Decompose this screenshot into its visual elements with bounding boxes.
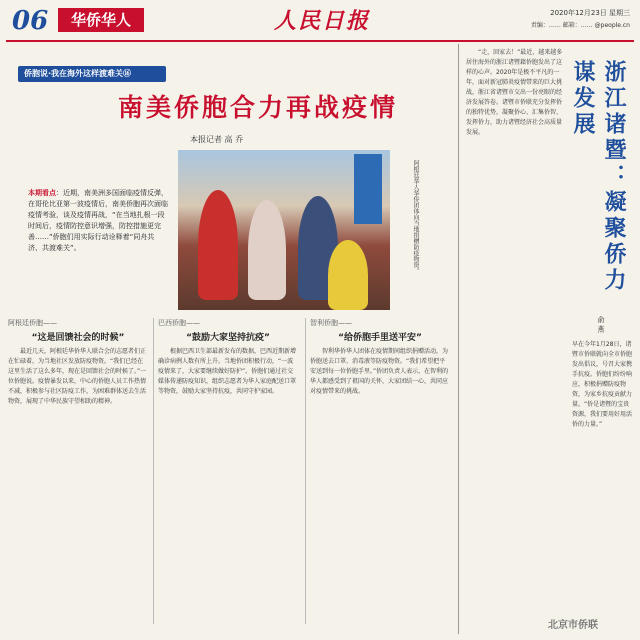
photo-figure	[328, 240, 368, 310]
news-photo	[178, 150, 390, 310]
series-banner: 侨胞说·我在海外这样渡难关⑯	[18, 66, 166, 82]
intro-paragraph	[28, 188, 168, 254]
column-chile	[310, 318, 450, 637]
right-article-author: 俞 燕	[597, 316, 605, 333]
column-title: “给侨胞手里送平安”	[338, 333, 422, 343]
watermark: 北京市侨联	[548, 620, 598, 631]
column-country: 巴西侨胞——	[158, 319, 200, 327]
column-brazil	[158, 318, 298, 637]
page-number: 06	[12, 6, 49, 36]
photo-figure	[248, 200, 286, 300]
right-article-body: “走，回家去！”最近，越来越多居住海外的浙江诸暨籍侨胞发出了这样的心声。2020年是极不平凡的一年，面对新冠肺炎疫情带来的巨大挑战，浙江省诸暨市交出一份亮眼的经济发展答卷。诸暨市侨联充分发挥侨的独特优势，凝聚侨心、汇集侨智、发挥侨力，助力诸暨经济社会高质量发展。	[466, 49, 563, 136]
column-body: 最近几天，阿根廷华侨华人联合会的志愿者们正在忙碌着，为当地社区发放防疫物资。“我们已经在这里生活了这么多年，现在是回馈社会的时候了。”一位侨胞说。疫情暴发以来，中心的侨胞人员工作热情不减，积极参与社区防疫工作，为困难群体送去生活物资，展现了中华民族守望相助的精神。	[8, 348, 147, 405]
byline: 本报记者 高 乔	[190, 135, 244, 144]
intro-lead: 本期看点	[28, 189, 56, 197]
column-body: 根据巴西卫生部最新发布的数据，巴西近期新增确诊病例人数有所上升。当地侨团积极行动，“一波疫情来了，大家要继续做好防护”。侨胞们通过社交媒体传递防疫知识，组织志愿者为华人家庭配送口罩等物资，鼓励大家坚持抗疫，共同守护家园。	[158, 348, 297, 395]
page-header	[6, 4, 634, 42]
banner-sign	[354, 154, 382, 224]
column-divider	[305, 318, 306, 624]
photo-caption: 阿根廷华人华侨团体向当地捐赠防疫物资。	[412, 160, 419, 274]
section-label: 华侨华人	[58, 8, 144, 32]
right-article-body-continued: 早在今年1月28日，诸暨市侨联就向全市侨胞发出倡议，号召大家携手抗疫。侨胞们纷纷响应，积极捐赠防疫物资，为家乡抗疫贡献力量。“侨是诸暨的宝贵资源，我们要用好用活侨的力量。”	[572, 341, 633, 428]
column-country: 阿根廷侨胞——	[8, 319, 57, 327]
column-argentina	[8, 318, 148, 637]
column-title: “鼓励大家坚持抗疫”	[186, 333, 270, 343]
editor-line: 责编：…… 邮箱：…… @people.cn	[530, 22, 630, 29]
column-divider	[153, 318, 154, 624]
photo-figure	[198, 190, 238, 300]
column-country: 智利侨胞——	[310, 319, 352, 327]
headline: 南美侨胞合力再战疫情	[117, 93, 398, 122]
right-article-title: 浙江诸暨：凝聚侨力谋发展	[570, 60, 627, 294]
column-body: 智利华侨华人团体在疫情期间组织捐赠活动，为侨胞送去口罩、消毒液等防疫物资。“我们希望把平安送到每一位侨胞手里。”侨团负责人表示，在智利的华人都感受到了祖国的关怀，大家团结一心，共同应对疫情带来的挑战。	[310, 348, 449, 395]
issue-date: 2020年12月23日 星期三	[550, 9, 630, 17]
intro-text: ：近期，南美洲多国面临疫情反弹，在哥伦比亚第一波疫情后，南美侨胞再次面临疫情考验，谈及疫情再战，“在当地扎根一段时间后，疫情防控意识增强，防控措施更完善……”侨胞们用实际行动诠释着“同舟共济、共渡难关”。	[28, 189, 168, 252]
newspaper-logo: 人民日报	[274, 8, 371, 34]
column-title: “这是回馈社会的时候”	[31, 333, 125, 343]
